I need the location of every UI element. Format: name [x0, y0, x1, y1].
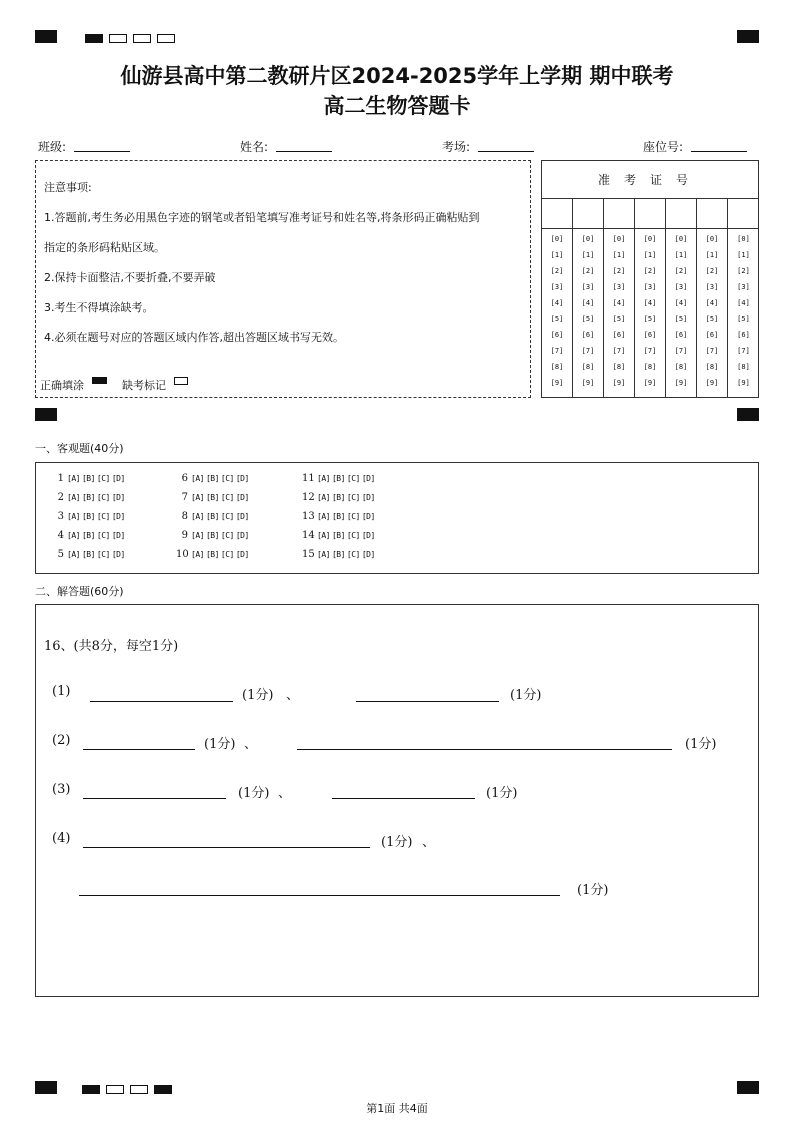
exam-id-bubble[interactable]: [0]: [674, 235, 688, 243]
timing-mark-empty: [109, 34, 127, 43]
page-subtitle: 高二生物答题卡: [323, 94, 471, 118]
exam-id-bubble[interactable]: [0]: [550, 235, 564, 243]
exam-id-bubble[interactable]: [9]: [705, 379, 719, 387]
exam-id-column: [697, 199, 728, 397]
name-field[interactable]: [276, 151, 332, 152]
mc-option-bubble[interactable]: [C]: [96, 493, 110, 502]
exam-id-bubble[interactable]: [5]: [581, 315, 595, 323]
exam-id-write-cell[interactable]: [542, 199, 572, 229]
exam-id-bubble[interactable]: [0]: [581, 235, 595, 243]
exam-id-write-cell[interactable]: [635, 199, 665, 229]
mc-question-row: [52, 492, 127, 503]
mc-option-bubble[interactable]: [D]: [235, 512, 249, 521]
notice-item-3: 3.考生不得填涂缺考。: [44, 301, 154, 314]
absent-mark-label: 缺考标记: [122, 379, 166, 392]
sub-question-1-label: (1): [52, 684, 71, 699]
mc-question-number: 12: [302, 492, 315, 503]
mc-question-number: 3: [57, 511, 64, 522]
exam-id-bubble[interactable]: [9]: [550, 379, 564, 387]
exam-id-bubble[interactable]: [2]: [674, 267, 688, 275]
exam-id-bubble[interactable]: [2]: [612, 267, 626, 275]
exam-id-bubble[interactable]: [3]: [674, 283, 688, 291]
exam-id-bubble[interactable]: [6]: [737, 331, 750, 339]
mc-option-bubble[interactable]: [A]: [317, 474, 330, 483]
mc-option-bubble[interactable]: [C]: [346, 531, 360, 540]
answer-blank-2b[interactable]: [297, 749, 672, 750]
exam-id-bubble[interactable]: [8]: [705, 363, 719, 371]
mc-option-bubble[interactable]: [B]: [331, 550, 345, 559]
exam-id-write-cell[interactable]: [728, 199, 759, 229]
exam-id-bubble[interactable]: [9]: [674, 379, 688, 387]
answer-blank-1b[interactable]: [356, 701, 499, 702]
exam-id-bubble[interactable]: [8]: [581, 363, 595, 371]
exam-id-bubble[interactable]: [8]: [550, 363, 564, 371]
exam-id-bubble[interactable]: [7]: [737, 347, 750, 355]
correct-fill-label: 正确填涂: [40, 379, 84, 392]
alignment-mark-mid-right: [737, 408, 759, 421]
timing-mark-empty: [130, 1085, 148, 1094]
exam-id-bubble[interactable]: [1]: [581, 251, 595, 259]
mc-option-bubble[interactable]: [A]: [191, 550, 204, 559]
mc-option-bubble[interactable]: [A]: [191, 531, 204, 540]
exam-id-bubble[interactable]: [5]: [612, 315, 626, 323]
exam-id-bubble[interactable]: [3]: [581, 283, 595, 291]
exam-id-bubble[interactable]: [4]: [705, 299, 719, 307]
answer-blank-2a[interactable]: [83, 749, 195, 750]
separator: 、: [422, 835, 436, 850]
exam-id-bubble[interactable]: [0]: [705, 235, 719, 243]
mc-option-bubble[interactable]: [D]: [361, 531, 375, 540]
score-4a: (1分): [381, 835, 413, 850]
mc-option-bubble[interactable]: [D]: [235, 550, 249, 559]
mc-question-row: [302, 492, 377, 503]
exam-id-bubble[interactable]: [4]: [550, 299, 564, 307]
mc-question-number: 5: [57, 549, 64, 560]
seat-label: 座位号:: [643, 140, 684, 154]
mc-option-bubble[interactable]: [A]: [67, 474, 80, 483]
mc-question-number: 14: [302, 530, 315, 541]
mc-option-bubble[interactable]: [D]: [361, 550, 375, 559]
exam-id-bubble[interactable]: [5]: [643, 315, 657, 323]
mc-question-number: 13: [302, 511, 315, 522]
exam-id-column: [666, 199, 697, 397]
exam-id-bubble[interactable]: [1]: [550, 251, 564, 259]
sub-question-2-label: (2): [52, 733, 71, 748]
exam-id-column: [542, 199, 573, 397]
mc-question-row: [52, 549, 127, 560]
exam-id-bubble[interactable]: [8]: [674, 363, 688, 371]
mc-option-bubble[interactable]: [B]: [205, 550, 219, 559]
notice-item-1: 1.答题前,考生务必用黑色字迹的钢笔或者铅笔填写准考证号和姓名等,将条形码正确粘贴到: [44, 211, 480, 224]
mc-option-bubble[interactable]: [C]: [96, 474, 110, 483]
timing-mark-empty: [106, 1085, 124, 1094]
mc-question-number: 11: [302, 473, 315, 484]
exam-id-bubble[interactable]: [4]: [737, 299, 750, 307]
exam-id-bubble[interactable]: [6]: [550, 331, 564, 339]
alignment-mark-mid-left: [35, 408, 57, 421]
notice-item-2: 2.保持卡面整洁,不要折叠,不要弄破: [44, 271, 216, 284]
exam-id-bubble[interactable]: [6]: [581, 331, 595, 339]
exam-id-column: [635, 199, 666, 397]
mc-option-bubble[interactable]: [B]: [81, 531, 95, 540]
exam-id-bubble[interactable]: [2]: [581, 267, 595, 275]
exam-room-field[interactable]: [478, 151, 534, 152]
exam-id-title: 准考证号: [542, 161, 758, 199]
mc-option-bubble[interactable]: [D]: [361, 474, 375, 483]
score-4b: (1分): [577, 883, 609, 898]
exam-id-bubble[interactable]: [1]: [643, 251, 657, 259]
exam-id-bubble[interactable]: [6]: [643, 331, 657, 339]
mc-option-bubble[interactable]: [A]: [67, 512, 80, 521]
answer-blank-1a[interactable]: [90, 701, 233, 702]
mc-option-bubble[interactable]: [C]: [96, 550, 110, 559]
mc-question-number: 8: [181, 511, 188, 522]
exam-id-bubble[interactable]: [5]: [674, 315, 688, 323]
class-label: 班级:: [38, 140, 67, 154]
exam-id-bubble[interactable]: [5]: [705, 315, 719, 323]
exam-id-bubble[interactable]: [2]: [737, 267, 750, 275]
separator: 、: [286, 688, 300, 703]
mc-option-bubble[interactable]: [B]: [331, 512, 345, 521]
absent-mark-box[interactable]: [174, 377, 188, 385]
exam-id-bubble[interactable]: [3]: [643, 283, 657, 291]
mc-option-bubble[interactable]: [C]: [346, 493, 360, 502]
mc-option-bubble[interactable]: [B]: [205, 531, 219, 540]
mc-option-bubble[interactable]: [D]: [111, 493, 125, 502]
exam-id-bubble[interactable]: [6]: [674, 331, 688, 339]
section-1-title: 一、客观题(40分): [35, 442, 124, 455]
exam-id-bubble[interactable]: [7]: [705, 347, 719, 355]
exam-id-grid: [541, 160, 759, 398]
mc-option-bubble[interactable]: [D]: [111, 550, 125, 559]
mc-question-number: 4: [57, 530, 64, 541]
mc-option-bubble[interactable]: [A]: [67, 493, 80, 502]
mc-question-row: [52, 511, 127, 522]
exam-id-bubble[interactable]: [1]: [705, 251, 719, 259]
mc-question-number: 9: [181, 530, 188, 541]
answer-blank-3a[interactable]: [83, 798, 226, 799]
exam-id-column: [604, 199, 635, 397]
mc-option-bubble[interactable]: [D]: [235, 474, 249, 483]
exam-id-bubble[interactable]: [7]: [581, 347, 595, 355]
exam-id-bubble[interactable]: [9]: [581, 379, 595, 387]
exam-id-bubble[interactable]: [2]: [643, 267, 657, 275]
class-field[interactable]: [74, 151, 130, 152]
exam-id-bubble[interactable]: [6]: [705, 331, 719, 339]
exam-id-bubble[interactable]: [3]: [737, 283, 750, 291]
score-2b: (1分): [685, 737, 717, 752]
mc-option-bubble[interactable]: [B]: [81, 474, 95, 483]
exam-id-write-cell[interactable]: [604, 199, 634, 229]
score-3a: (1分): [238, 786, 270, 801]
mc-option-bubble[interactable]: [C]: [220, 550, 234, 559]
exam-id-bubble[interactable]: [2]: [550, 267, 564, 275]
page-number: 第1面 共4面: [366, 1102, 428, 1115]
notice-item-4: 4.必须在题号对应的答题区域内作答,超出答题区域书写无效。: [44, 331, 344, 344]
mc-question-number: 15: [302, 549, 315, 560]
objective-answer-area: [35, 462, 759, 574]
mc-option-bubble[interactable]: [A]: [67, 531, 80, 540]
exam-id-bubble[interactable]: [0]: [643, 235, 657, 243]
exam-id-bubble[interactable]: [8]: [612, 363, 626, 371]
exam-id-bubble[interactable]: [9]: [737, 379, 750, 387]
sub-question-4-label: (4): [52, 831, 71, 846]
answer-blank-4b[interactable]: [79, 895, 560, 896]
alignment-mark-bottom-right: [737, 1081, 759, 1094]
mc-option-bubble[interactable]: [D]: [235, 493, 249, 502]
mc-question-number: 7: [181, 492, 188, 503]
timing-mark-empty: [133, 34, 151, 43]
exam-id-bubble[interactable]: [8]: [643, 363, 657, 371]
mc-question-row: [176, 473, 251, 484]
mc-question-number: 6: [181, 473, 188, 484]
exam-id-bubble[interactable]: [6]: [612, 331, 626, 339]
exam-id-write-cell[interactable]: [666, 199, 696, 229]
mc-option-bubble[interactable]: [B]: [331, 474, 345, 483]
exam-id-write-cell[interactable]: [573, 199, 603, 229]
exam-id-column: [728, 199, 759, 397]
exam-id-bubble[interactable]: [7]: [674, 347, 688, 355]
score-1a: (1分): [242, 688, 274, 703]
notice-box: [35, 160, 531, 398]
exam-id-bubble[interactable]: [3]: [705, 283, 719, 291]
mc-option-bubble[interactable]: [C]: [96, 512, 110, 521]
mc-option-bubble[interactable]: [B]: [81, 493, 95, 502]
mc-option-bubble[interactable]: [A]: [317, 531, 330, 540]
exam-id-bubble[interactable]: [3]: [612, 283, 626, 291]
notice-heading: 注意事项:: [44, 181, 92, 194]
mc-question-row: [52, 530, 127, 541]
score-1b: (1分): [510, 688, 542, 703]
mc-option-bubble[interactable]: [B]: [81, 512, 95, 521]
exam-id-bubble[interactable]: [4]: [674, 299, 688, 307]
mc-option-bubble[interactable]: [B]: [81, 550, 95, 559]
separator: 、: [244, 737, 258, 752]
mc-option-bubble[interactable]: [A]: [191, 474, 204, 483]
mc-option-bubble[interactable]: [B]: [331, 493, 345, 502]
exam-id-bubble[interactable]: [5]: [550, 315, 564, 323]
exam-id-column: [573, 199, 604, 397]
essay-answer-area: [35, 604, 759, 997]
timing-mark-filled: [154, 1085, 172, 1094]
answer-blank-4a[interactable]: [83, 847, 370, 848]
mc-question-number: 2: [57, 492, 64, 503]
exam-id-bubble[interactable]: [4]: [612, 299, 626, 307]
mc-question-row: [176, 549, 251, 560]
notice-item-1-cont: 指定的条形码粘贴区域。: [44, 241, 165, 254]
mc-option-bubble[interactable]: [D]: [111, 474, 125, 483]
mc-option-bubble[interactable]: [B]: [205, 512, 219, 521]
mc-option-bubble[interactable]: [C]: [346, 512, 360, 521]
exam-id-bubble[interactable]: [4]: [581, 299, 595, 307]
mc-option-bubble[interactable]: [D]: [235, 531, 249, 540]
mc-option-bubble[interactable]: [D]: [111, 531, 125, 540]
timing-mark-filled: [85, 34, 103, 43]
exam-id-bubble[interactable]: [1]: [737, 251, 750, 259]
question-16-header: 16、(共8分，每空1分): [44, 639, 179, 654]
score-3b: (1分): [486, 786, 518, 801]
mc-question-number: 1: [57, 473, 64, 484]
score-2a: (1分): [204, 737, 236, 752]
sub-question-3-label: (3): [52, 782, 71, 797]
mc-option-bubble[interactable]: [A]: [67, 550, 80, 559]
name-label: 姓名:: [240, 140, 269, 154]
exam-id-bubble[interactable]: [4]: [643, 299, 657, 307]
alignment-mark-bottom-left: [35, 1081, 57, 1094]
timing-mark-empty: [157, 34, 175, 43]
exam-id-bubble[interactable]: [7]: [643, 347, 657, 355]
exam-id-bubble[interactable]: [9]: [643, 379, 657, 387]
exam-id-bubble[interactable]: [9]: [612, 379, 626, 387]
exam-id-bubble[interactable]: [5]: [737, 315, 750, 323]
exam-id-bubble[interactable]: [0]: [737, 235, 750, 243]
exam-id-bubble[interactable]: [2]: [705, 267, 719, 275]
exam-id-write-cell[interactable]: [697, 199, 727, 229]
mc-question-row: [176, 530, 251, 541]
exam-id-bubble[interactable]: [0]: [612, 235, 626, 243]
mc-question-row: [302, 473, 377, 484]
mc-option-bubble[interactable]: [D]: [111, 512, 125, 521]
timing-mark-filled: [82, 1085, 100, 1094]
exam-room-label: 考场:: [442, 140, 471, 154]
section-2-title: 二、解答题(60分): [35, 585, 124, 598]
page-title: 仙游县高中第二教研片区2024-2025学年上学期 期中联考: [120, 64, 674, 88]
mc-question-row: [176, 492, 251, 503]
mc-option-bubble[interactable]: [D]: [361, 512, 375, 521]
mc-option-bubble[interactable]: [C]: [346, 550, 360, 559]
mc-option-bubble[interactable]: [A]: [317, 493, 330, 502]
mc-option-bubble[interactable]: [B]: [205, 474, 219, 483]
answer-blank-3b[interactable]: [332, 798, 475, 799]
mc-option-bubble[interactable]: [C]: [346, 474, 360, 483]
seat-field[interactable]: [691, 151, 747, 152]
alignment-mark-top-right: [737, 30, 759, 43]
separator: 、: [278, 786, 292, 801]
mc-option-bubble[interactable]: [C]: [96, 531, 110, 540]
correct-fill-sample: [92, 377, 107, 384]
exam-id-bubble[interactable]: [1]: [612, 251, 626, 259]
exam-id-bubble[interactable]: [7]: [550, 347, 564, 355]
mc-option-bubble[interactable]: [B]: [205, 493, 219, 502]
mc-question-row: [52, 473, 127, 484]
mc-option-bubble[interactable]: [A]: [317, 512, 330, 521]
mc-option-bubble[interactable]: [A]: [317, 550, 330, 559]
mc-question-number: 10: [176, 549, 189, 560]
mc-question-row: [302, 530, 377, 541]
mc-option-bubble[interactable]: [C]: [220, 474, 234, 483]
exam-id-bubble[interactable]: [8]: [737, 363, 750, 371]
mc-option-bubble[interactable]: [A]: [191, 512, 204, 521]
exam-id-bubble[interactable]: [7]: [612, 347, 626, 355]
mc-question-row: [176, 511, 251, 522]
mc-option-bubble[interactable]: [C]: [220, 512, 234, 521]
mc-option-bubble[interactable]: [D]: [361, 493, 375, 502]
mc-option-bubble[interactable]: [A]: [191, 493, 204, 502]
mc-option-bubble[interactable]: [C]: [220, 531, 234, 540]
exam-id-bubble[interactable]: [3]: [550, 283, 564, 291]
mc-question-row: [302, 549, 377, 560]
mc-option-bubble[interactable]: [B]: [331, 531, 345, 540]
mc-question-row: [302, 511, 377, 522]
alignment-mark-top-left: [35, 30, 57, 43]
exam-id-bubble[interactable]: [1]: [674, 251, 688, 259]
mc-option-bubble[interactable]: [C]: [220, 493, 234, 502]
